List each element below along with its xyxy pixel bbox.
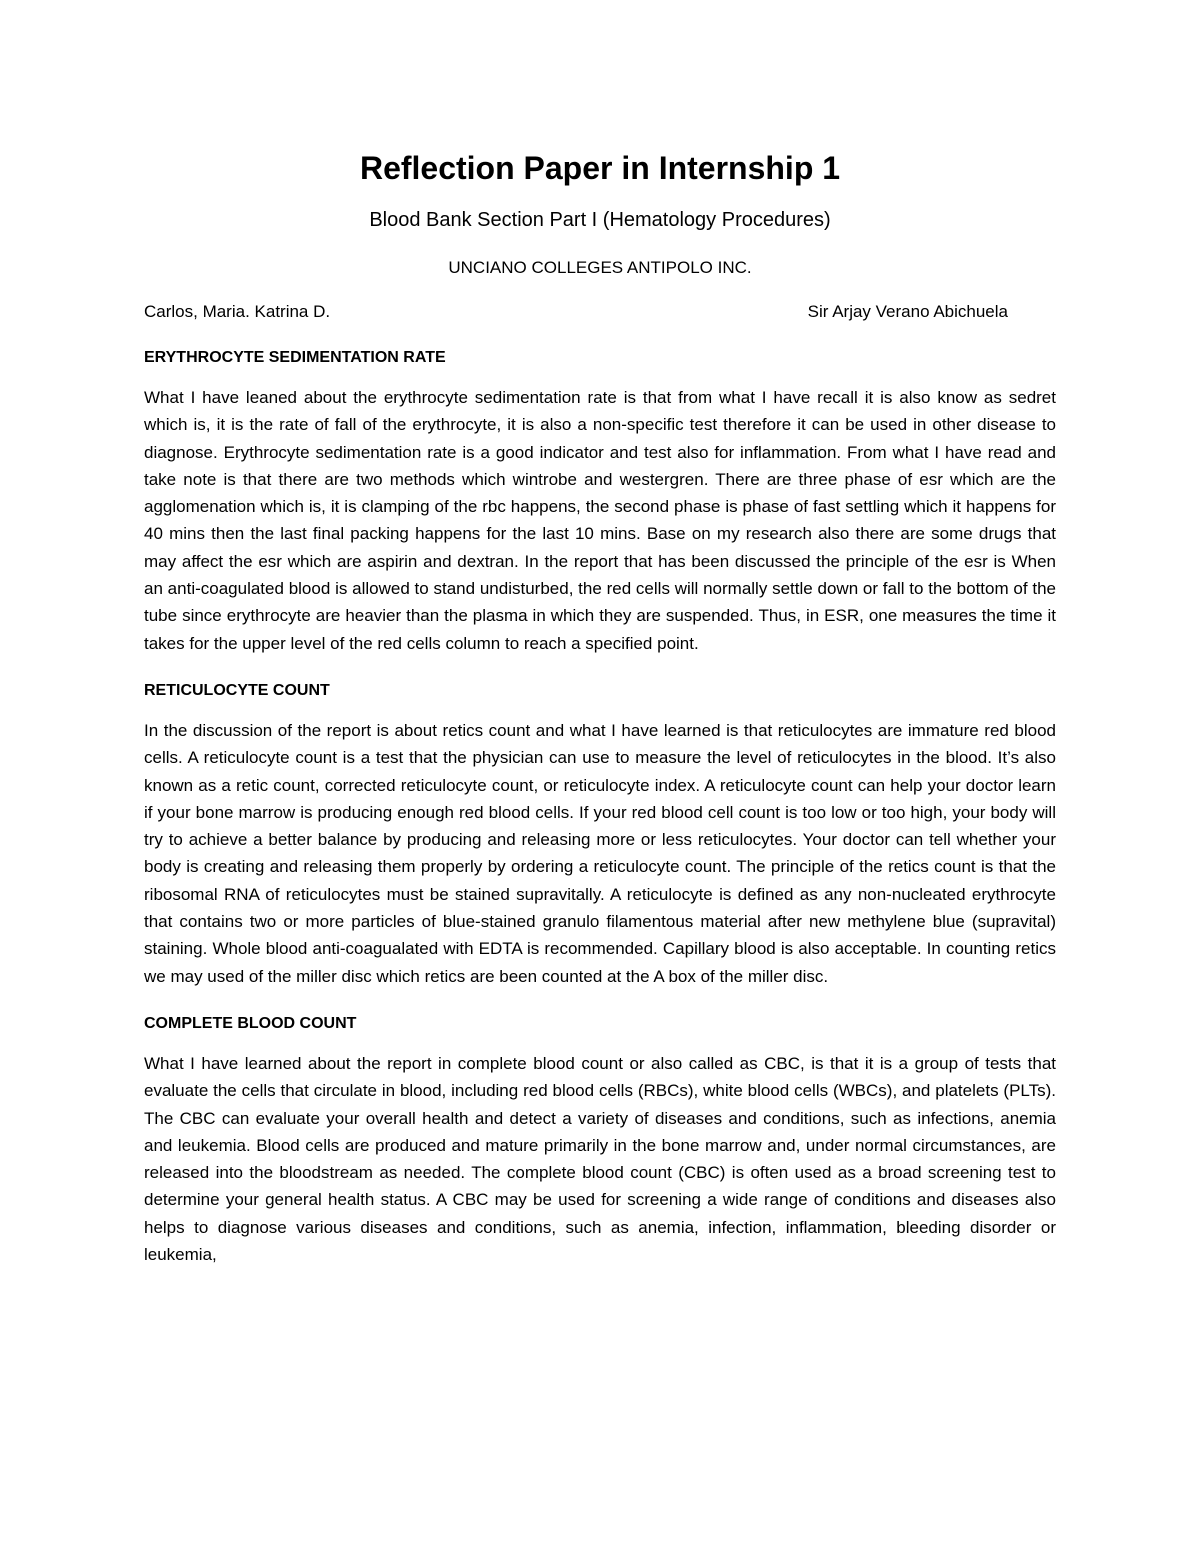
document-page: [144, 140, 1056, 1268]
student-name: Carlos, Maria. Katrina D.: [144, 302, 331, 321]
section-reticulocyte: [144, 679, 1056, 990]
section-body: What I have leaned about the erythrocyte sedimentation rate is that from what I have recall it is also know as sedret which is, it is the rate of fall of the erythrocyte, it is also a non-specific test therefore it can be used in other disease to diagnose. Erythrocyte sedimentation rate is a good indicator and test also for inflammation. From what I have read and take note is that there are two methods which wintrobe and westergren. There are three phase of esr which are the agglomenation which is, it is clamping of the rbc happens, the second phase is phase of fast settling which it happens for 40 mins then the last final packing happens for the last 10 mins. Base on my research also there are some drugs that may affect the esr which are aspirin and dextran. In the report that has been discussed the principle of the esr is When an anti-coagulated blood is allowed to stand undisturbed, the red cells will normally settle down or fall to the bottom of the tube since erythrocyte are heavier than the plasma in which they are suspended. Thus, in ESR, one measures the time it takes for the upper level of the red cells column to reach a specified point.: [144, 388, 1056, 653]
author-line: [144, 300, 1056, 324]
section-heading: COMPLETE BLOOD COUNT: [144, 1014, 357, 1032]
school-name: UNCIANO COLLEGES ANTIPOLO INC.: [448, 258, 752, 277]
document-subtitle: Blood Bank Section Part I (Hematology Procedures): [369, 209, 831, 231]
section-heading: ERYTHROCYTE SEDIMENTATION RATE: [144, 349, 446, 366]
section-esr: [144, 346, 1056, 657]
section-cbc: [144, 1012, 1056, 1268]
section-body: In the discussion of the report is about retics count and what I have learned is that reticulocytes are immature red blood cells. A reticulocyte count is a test that the physician can use to measure the level of reticulocytes in the blood. It’s also known as a retic count, corrected reticulocyte count, or reticulocyte index. A reticulocyte count can help your doctor learn if your bone marrow is producing enough red blood cells. If your red blood cell count is too low or too high, your body will try to achieve a better balance by producing and releasing more or less reticulocytes. Your doctor can tell whether your body is creating and releasing them properly by ordering a reticulocyte count. The principle of the retics count is that the ribosomal RNA of reticulocytes must be stained supravitally. A reticulocyte is defined as any non-nucleated erythrocyte that contains two or more particles of blue-stained granulo filamentous material after new methylene blue (supravital) staining. Whole blood anti-coagualated with EDTA is recommended. Capillary blood is also acceptable. In counting retics we may used of the miller disc which retics are been counted at the A box of the miller disc.: [144, 720, 1056, 986]
instructor-name: Sir Arjay Verano Abichuela: [807, 302, 1008, 321]
document-title: Reflection Paper in Internship 1: [359, 150, 841, 186]
section-heading: RETICULOCYTE COUNT: [144, 681, 330, 699]
section-body: What I have learned about the report in complete blood count or also called as CBC, is that it is a group of tests that evaluate the cells that circulate in blood, including red blood cells (RBCs), white blood cells (WBCs), and platelets (PLTs). The CBC can evaluate your overall health and detect a variety of diseases and conditions, such as infections, anemia and leukemia. Blood cells are produced and mature primarily in the bone marrow and, under normal circumstances, are released into the bloodstream as needed. The complete blood count (CBC) is often used as a broad screening test to determine your general health status. A CBC may be used for screening a wide range of conditions and diseases also helps to diagnose various diseases and conditions, such as anemia, infection, inflammation, bleeding disorder or leukemia,: [144, 1053, 1056, 1265]
